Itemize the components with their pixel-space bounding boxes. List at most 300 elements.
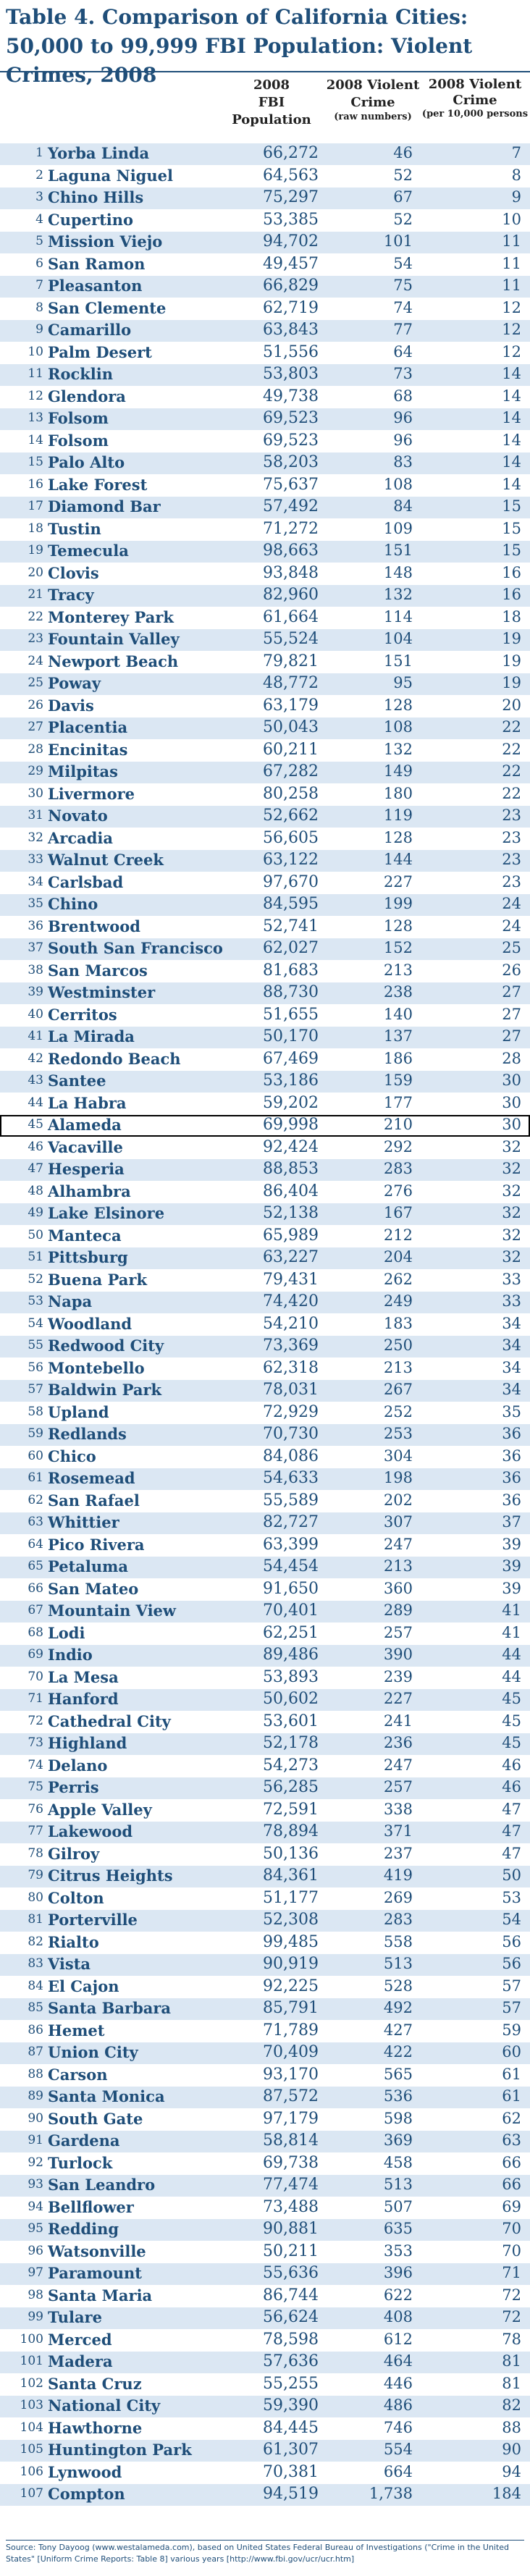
- row-population: 82,960: [263, 586, 319, 604]
- table-row: [0, 1601, 530, 1622]
- row-violent-crime-raw: 247: [383, 1535, 413, 1553]
- row-violent-crime-rate: 23: [502, 807, 521, 824]
- table-row: [0, 585, 530, 607]
- row-population: 61,664: [263, 607, 319, 626]
- row-violent-crime-rate: 36: [502, 1447, 521, 1465]
- row-rank: 95: [28, 2221, 43, 2236]
- row-rank: 43: [28, 1073, 43, 1087]
- row-rank: 90: [28, 2110, 43, 2126]
- row-rank: 34: [28, 874, 43, 889]
- row-violent-crime-raw: 492: [383, 1999, 413, 2016]
- row-violent-crime-rate: 27: [502, 1005, 521, 1023]
- row-rank: 98: [28, 2287, 43, 2302]
- row-violent-crime-raw: 746: [383, 2418, 413, 2436]
- table-row: [0, 982, 530, 1004]
- row-violent-crime-rate: 30: [502, 1072, 521, 1089]
- row-city: Brentwood: [48, 917, 140, 935]
- row-violent-crime-rate: 47: [502, 1844, 521, 1862]
- row-rank: 41: [28, 1029, 43, 1043]
- row-violent-crime-raw: 250: [383, 1337, 413, 1354]
- row-city: Hemet: [48, 2021, 105, 2040]
- row-city: Highland: [48, 1734, 127, 1752]
- row-violent-crime-rate: 45: [502, 1690, 521, 1707]
- table-row: [0, 2263, 530, 2285]
- row-rank: 54: [28, 1316, 43, 1331]
- row-population: 92,424: [263, 1137, 319, 1156]
- row-violent-crime-raw: 283: [383, 1911, 413, 1928]
- row-violent-crime-rate: 11: [502, 277, 521, 294]
- row-city: Laguna Niguel: [48, 166, 173, 185]
- row-violent-crime-rate: 14: [502, 387, 521, 405]
- row-rank: 20: [28, 565, 43, 580]
- table-row: [0, 894, 530, 916]
- row-population: 94,519: [263, 2485, 319, 2503]
- table-row: [0, 1491, 530, 1512]
- row-violent-crime-rate: 23: [502, 851, 521, 868]
- row-violent-crime-rate: 56: [502, 1955, 521, 1972]
- row-violent-crime-raw: 151: [383, 542, 413, 559]
- row-population: 77,474: [263, 2176, 319, 2194]
- table-row: [0, 276, 530, 298]
- row-rank: 50: [28, 1227, 43, 1242]
- row-city: Diamond Bar: [48, 497, 161, 515]
- row-city: Pittsburg: [48, 1248, 128, 1266]
- row-violent-crime-raw: 210: [383, 1116, 413, 1133]
- table-row: [0, 917, 530, 938]
- row-population: 62,027: [263, 939, 319, 957]
- row-city: Pico Rivera: [48, 1535, 145, 1554]
- row-violent-crime-rate: 50: [502, 1866, 521, 1884]
- row-population: 84,086: [263, 1447, 319, 1465]
- row-population: 78,894: [263, 1822, 319, 1840]
- row-violent-crime-raw: 422: [383, 2043, 413, 2061]
- row-violent-crime-rate: 82: [502, 2396, 521, 2414]
- row-city: South San Francisco: [48, 939, 223, 957]
- row-rank: 63: [28, 1515, 43, 1529]
- row-population: 86,404: [263, 1182, 319, 1200]
- row-violent-crime-raw: 52: [393, 210, 413, 228]
- row-rank: 93: [28, 2177, 43, 2192]
- table-row: [0, 1977, 530, 1998]
- row-violent-crime-raw: 252: [383, 1402, 413, 1420]
- row-rank: 33: [28, 852, 43, 867]
- row-population: 79,821: [263, 652, 319, 670]
- row-city: Livermore: [48, 784, 135, 803]
- row-population: 60,211: [263, 740, 319, 759]
- row-city: Rialto: [48, 1932, 99, 1951]
- row-city: South Gate: [48, 2109, 143, 2128]
- row-rank: 24: [28, 653, 43, 668]
- row-rank: 104: [20, 2420, 43, 2435]
- table-row: [0, 1049, 530, 1071]
- row-city: Santa Maria: [48, 2286, 153, 2304]
- row-population: 50,211: [263, 2242, 319, 2260]
- row-violent-crime-rate: 35: [502, 1402, 521, 1420]
- row-population: 80,258: [263, 784, 319, 803]
- row-violent-crime-rate: 44: [502, 1646, 521, 1663]
- row-violent-crime-raw: 95: [393, 674, 413, 691]
- row-violent-crime-rate: 19: [502, 674, 521, 691]
- row-population: 54,273: [263, 1756, 319, 1775]
- table-row: [0, 519, 530, 541]
- row-violent-crime-rate: 30: [502, 1093, 521, 1111]
- table-row: [0, 784, 530, 806]
- row-rank: 56: [28, 1360, 43, 1375]
- row-city: Palo Alto: [48, 453, 125, 471]
- row-city: Carson: [48, 2065, 108, 2084]
- row-population: 81,683: [263, 961, 319, 980]
- row-city: Turlock: [48, 2153, 113, 2172]
- row-violent-crime-raw: 96: [393, 431, 413, 449]
- header-raw-sub: (raw numbers): [334, 111, 412, 122]
- table-row: [0, 1800, 530, 1822]
- row-rank: 88: [28, 2066, 43, 2082]
- row-city: Rocklin: [48, 365, 114, 383]
- row-violent-crime-raw: 212: [383, 1226, 413, 1244]
- table-row: [0, 1932, 530, 1954]
- row-city: Palm Desert: [48, 342, 152, 361]
- row-population: 97,670: [263, 872, 319, 891]
- table-row: [0, 1645, 530, 1667]
- row-rank: 52: [28, 1271, 43, 1287]
- row-population: 53,385: [263, 210, 319, 229]
- row-population: 62,251: [263, 1623, 319, 1642]
- row-city: Vacaville: [48, 1137, 123, 1156]
- table-row: [0, 342, 530, 364]
- row-violent-crime-raw: 114: [383, 607, 413, 626]
- row-violent-crime-rate: 66: [502, 2176, 521, 2193]
- table-row: [0, 1954, 530, 1976]
- table-row: [0, 2374, 530, 2396]
- table-row: [0, 1424, 530, 1446]
- row-city: Tustin: [48, 519, 101, 538]
- row-population: 56,605: [263, 828, 319, 847]
- row-violent-crime-raw: 408: [383, 2308, 413, 2325]
- row-violent-crime-rate: 19: [502, 630, 521, 647]
- row-population: 63,399: [263, 1535, 319, 1554]
- row-city: Novato: [48, 807, 108, 825]
- row-rank: 71: [28, 1691, 43, 1706]
- row-city: Whittier: [48, 1513, 119, 1531]
- table-row: [0, 2484, 530, 2506]
- row-violent-crime-rate: 27: [502, 1027, 521, 1045]
- table-row: [0, 1292, 530, 1313]
- row-rank: 42: [28, 1051, 43, 1066]
- row-violent-crime-rate: 22: [502, 740, 521, 758]
- row-population: 85,791: [263, 1999, 319, 2017]
- row-violent-crime-rate: 45: [502, 1712, 521, 1730]
- row-violent-crime-raw: 108: [383, 718, 413, 736]
- table-row: [0, 1182, 530, 1203]
- row-city: San Leandro: [48, 2176, 156, 2194]
- row-city: Buena Park: [48, 1270, 148, 1289]
- row-city: Apple Valley: [48, 1800, 152, 1819]
- table-row: [0, 1998, 530, 2020]
- row-violent-crime-rate: 39: [502, 1557, 521, 1575]
- row-population: 57,492: [263, 497, 319, 515]
- table-row: [0, 254, 530, 276]
- table-row: [0, 1137, 530, 1159]
- row-violent-crime-rate: 36: [502, 1469, 521, 1486]
- table-row: [0, 607, 530, 629]
- row-population: 55,636: [263, 2264, 319, 2282]
- row-rank: 38: [28, 962, 43, 977]
- row-violent-crime-rate: 45: [502, 1734, 521, 1751]
- row-rank: 76: [28, 1801, 43, 1817]
- row-violent-crime-rate: 12: [502, 321, 521, 338]
- row-violent-crime-raw: 151: [383, 652, 413, 670]
- row-violent-crime-raw: 144: [383, 851, 413, 868]
- row-rank: 36: [28, 918, 43, 933]
- row-population: 50,602: [263, 1690, 319, 1708]
- row-city: Alhambra: [48, 1182, 131, 1200]
- table-row: [0, 1623, 530, 1645]
- row-violent-crime-rate: 47: [502, 1822, 521, 1840]
- row-city: Camarillo: [48, 321, 132, 339]
- table-row: [0, 1093, 530, 1115]
- row-city: La Mesa: [48, 1667, 119, 1686]
- row-population: 87,572: [263, 2087, 319, 2105]
- row-violent-crime-rate: 14: [502, 475, 521, 493]
- row-city: Lake Elsinore: [48, 1204, 165, 1222]
- table-row: [0, 2352, 530, 2373]
- row-violent-crime-rate: 70: [502, 2220, 521, 2237]
- row-population: 66,272: [263, 144, 319, 162]
- row-population: 79,431: [263, 1270, 319, 1289]
- row-population: 94,702: [263, 232, 319, 251]
- row-rank: 22: [28, 609, 43, 624]
- table-row: [0, 2307, 530, 2329]
- row-violent-crime-rate: 15: [502, 519, 521, 537]
- table-row: [0, 1844, 530, 1866]
- row-city: Napa: [48, 1292, 93, 1310]
- row-rank: 59: [28, 1426, 43, 1441]
- row-violent-crime-rate: 11: [502, 232, 521, 250]
- row-violent-crime-rate: 39: [502, 1579, 521, 1597]
- row-population: 56,624: [263, 2308, 319, 2326]
- row-population: 90,881: [263, 2220, 319, 2238]
- row-rank: 85: [28, 2000, 43, 2015]
- table-row: [0, 2242, 530, 2263]
- row-violent-crime-rate: 20: [502, 696, 521, 714]
- row-violent-crime-raw: 536: [383, 2087, 413, 2105]
- row-violent-crime-rate: 81: [502, 2352, 521, 2370]
- row-city: Hesperia: [48, 1160, 125, 1178]
- row-city: Perris: [48, 1778, 99, 1796]
- table-header: [0, 71, 530, 145]
- table-row: [0, 1314, 530, 1336]
- row-violent-crime-rate: 9: [511, 188, 521, 206]
- row-population: 74,420: [263, 1292, 319, 1310]
- row-violent-crime-raw: 257: [383, 1778, 413, 1796]
- row-city: La Habra: [48, 1093, 127, 1112]
- row-rank: 75: [28, 1780, 43, 1794]
- row-rank: 82: [28, 1934, 43, 1949]
- row-violent-crime-raw: 140: [383, 1005, 413, 1023]
- row-city: Santa Monica: [48, 2087, 165, 2105]
- header-population-line1: 2008: [253, 77, 290, 93]
- row-population: 70,409: [263, 2043, 319, 2061]
- row-violent-crime-rate: 53: [502, 1888, 521, 1906]
- row-city: Hawthorne: [48, 2418, 143, 2437]
- table-row: [0, 652, 530, 673]
- row-rank: 64: [28, 1536, 43, 1552]
- table-row: [0, 806, 530, 828]
- row-violent-crime-raw: 236: [383, 1734, 413, 1751]
- table-row: [0, 1336, 530, 1358]
- page-title: Table 4. Comparison of California Cities: 50,000 to 99,999 FBI Population: Violent Crimes, 2008: [6, 5, 473, 87]
- table-row: [0, 1512, 530, 1534]
- row-violent-crime-rate: 14: [502, 431, 521, 449]
- row-violent-crime-raw: 199: [383, 895, 413, 912]
- row-rank: 26: [28, 697, 43, 712]
- row-population: 51,655: [263, 1005, 319, 1024]
- row-violent-crime-raw: 338: [383, 1800, 413, 1818]
- row-violent-crime-rate: 12: [502, 342, 521, 361]
- row-city: Redding: [48, 2220, 119, 2238]
- row-rank: 74: [28, 1757, 43, 1772]
- row-violent-crime-raw: 180: [383, 784, 413, 802]
- row-rank: 13: [28, 411, 43, 425]
- row-violent-crime-raw: 622: [383, 2286, 413, 2304]
- row-population: 88,853: [263, 1160, 319, 1178]
- table-row: [0, 387, 530, 408]
- row-violent-crime-rate: 14: [502, 453, 521, 471]
- row-violent-crime-rate: 26: [502, 961, 521, 979]
- header-population: [217, 77, 326, 129]
- row-violent-crime-raw: 132: [383, 740, 413, 758]
- row-rank: 89: [28, 2089, 43, 2103]
- row-population: 90,919: [263, 1955, 319, 1973]
- row-rank: 6: [35, 256, 43, 271]
- row-population: 50,170: [263, 1027, 319, 1045]
- row-rank: 27: [28, 720, 43, 734]
- row-population: 55,589: [263, 1491, 319, 1510]
- row-city: Watsonville: [48, 2242, 146, 2260]
- table-row: [0, 2065, 530, 2087]
- row-violent-crime-raw: 109: [383, 519, 413, 537]
- row-city: Westminster: [48, 983, 156, 1001]
- table-row: [0, 2197, 530, 2219]
- row-city: Montebello: [48, 1358, 145, 1377]
- row-violent-crime-rate: 37: [502, 1513, 521, 1531]
- row-violent-crime-rate: 15: [502, 542, 521, 559]
- row-violent-crime-raw: 213: [383, 1557, 413, 1575]
- row-city: La Mirada: [48, 1027, 135, 1045]
- row-violent-crime-rate: 90: [502, 2441, 521, 2458]
- row-violent-crime-raw: 458: [383, 2153, 413, 2171]
- row-population: 56,285: [263, 1778, 319, 1796]
- row-rank: 107: [20, 2486, 43, 2501]
- row-violent-crime-raw: 202: [383, 1491, 413, 1509]
- row-city: Pleasanton: [48, 277, 143, 295]
- row-population: 53,601: [263, 1712, 319, 1730]
- row-city: San Ramon: [48, 254, 146, 273]
- row-violent-crime-rate: 8: [511, 166, 521, 184]
- row-rank: 78: [28, 1845, 43, 1861]
- table-row: [0, 1535, 530, 1557]
- row-city: Mountain View: [48, 1601, 176, 1620]
- row-violent-crime-rate: 61: [502, 2065, 521, 2083]
- table-row: [0, 2021, 530, 2042]
- row-rank: 70: [28, 1669, 43, 1684]
- row-violent-crime-raw: 241: [383, 1712, 413, 1730]
- row-violent-crime-raw: 1,738: [369, 2485, 413, 2502]
- row-violent-crime-rate: 57: [502, 1977, 521, 1995]
- row-population: 53,893: [263, 1667, 319, 1686]
- row-city: Santa Cruz: [48, 2374, 142, 2393]
- row-rank: 35: [28, 896, 43, 911]
- row-violent-crime-raw: 68: [393, 387, 413, 405]
- row-rank: 55: [28, 1338, 43, 1352]
- row-city: Merced: [48, 2330, 112, 2349]
- row-rank: 87: [28, 2045, 43, 2059]
- header-violent-crime-raw: [326, 77, 420, 123]
- row-violent-crime-rate: 59: [502, 2021, 521, 2039]
- row-population: 54,633: [263, 1469, 319, 1487]
- table-row: [0, 2087, 530, 2108]
- row-city: Mission Viejo: [48, 232, 163, 251]
- row-rank: 7: [35, 278, 43, 292]
- row-violent-crime-raw: 257: [383, 1623, 413, 1641]
- row-violent-crime-rate: 34: [502, 1358, 521, 1376]
- row-violent-crime-raw: 132: [383, 586, 413, 603]
- row-city: Chino Hills: [48, 188, 144, 206]
- table-row: [0, 1888, 530, 1910]
- row-population: 92,225: [263, 1977, 319, 1995]
- row-violent-crime-rate: 23: [502, 872, 521, 891]
- row-city: Lynwood: [48, 2462, 122, 2481]
- row-rank: 65: [28, 1559, 43, 1573]
- row-rank: 72: [28, 1713, 43, 1728]
- row-population: 55,255: [263, 2374, 319, 2393]
- row-population: 54,454: [263, 1557, 319, 1575]
- row-population: 88,730: [263, 983, 319, 1001]
- row-population: 52,662: [263, 807, 319, 825]
- row-violent-crime-raw: 253: [383, 1425, 413, 1442]
- row-population: 99,485: [263, 1932, 319, 1951]
- row-population: 67,469: [263, 1049, 319, 1068]
- row-population: 73,369: [263, 1337, 319, 1355]
- row-city: Redlands: [48, 1425, 127, 1443]
- row-city: Delano: [48, 1756, 108, 1775]
- row-population: 78,031: [263, 1381, 319, 1399]
- table-row: [0, 1712, 530, 1733]
- row-violent-crime-rate: 61: [502, 2087, 521, 2105]
- row-violent-crime-rate: 25: [502, 939, 521, 956]
- row-violent-crime-raw: 213: [383, 1358, 413, 1376]
- row-rank: 86: [28, 2022, 43, 2037]
- table-row: [0, 1005, 530, 1027]
- row-violent-crime-raw: 186: [383, 1049, 413, 1067]
- row-violent-crime-raw: 67: [393, 188, 413, 206]
- row-rank: 101: [20, 2354, 43, 2368]
- row-violent-crime-raw: 238: [383, 983, 413, 1001]
- row-population: 49,457: [263, 254, 319, 273]
- row-city: Porterville: [48, 1911, 138, 1929]
- row-rank: 30: [28, 786, 43, 801]
- row-city: Placentia: [48, 718, 128, 736]
- table-row: [0, 166, 530, 188]
- row-violent-crime-raw: 554: [383, 2441, 413, 2458]
- row-city: Woodland: [48, 1314, 132, 1333]
- row-rank: 19: [28, 543, 43, 557]
- header-rate-sub: (per 10,000 persons: [421, 109, 529, 119]
- table-row: [0, 2175, 530, 2197]
- table-row: [0, 1402, 530, 1424]
- row-city: Citrus Heights: [48, 1866, 173, 1885]
- row-rank: 106: [20, 2464, 43, 2479]
